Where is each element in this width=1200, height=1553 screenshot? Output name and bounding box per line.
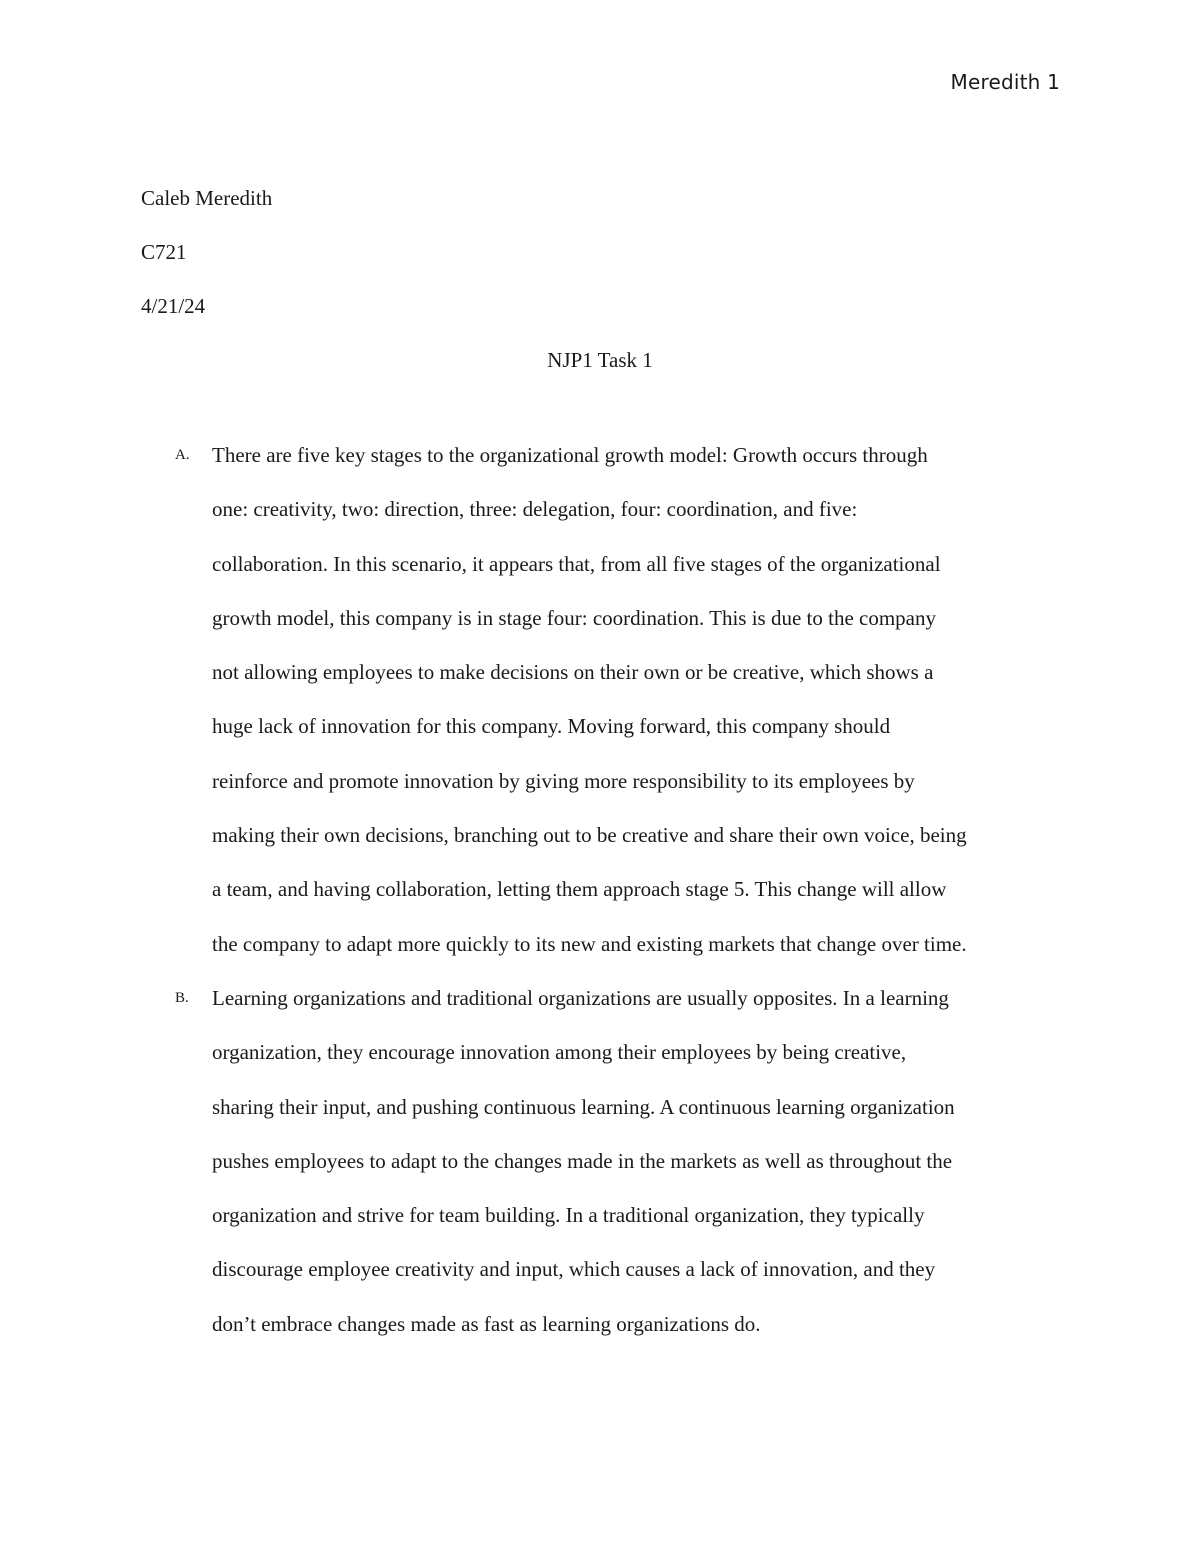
- paragraph-line: one: creativity, two: direction, three: delegation, four: coordination, and five:: [212, 497, 858, 522]
- course-code: C721: [141, 240, 187, 264]
- answer-item-b: [141, 971, 1061, 1351]
- page-header: Meredith 1: [950, 70, 1060, 94]
- paragraph-line: not allowing employees to make decisions on their own or be creative, which shows a: [212, 660, 934, 685]
- answer-item-a: [141, 428, 1061, 971]
- paragraph-line: collaboration. In this scenario, it appears that, from all five stages of the organizational: [212, 551, 941, 576]
- paragraph-line: making their own decisions, branching out to be creative and share their own voice, being: [212, 823, 967, 848]
- paragraph-line: the company to adapt more quickly to its new and existing markets that change over time.: [212, 931, 967, 956]
- paragraph-line: organization, they encourage innovation among their employees by being creative,: [212, 1040, 907, 1065]
- document-date: 4/21/24: [141, 294, 206, 318]
- list-marker: A.: [175, 447, 190, 463]
- paragraph-line: a team, and having collaboration, letting them approach stage 5. This change will allow: [212, 877, 947, 902]
- answer-list: [141, 428, 1061, 1351]
- document-title: NJP1 Task 1: [547, 348, 653, 372]
- paragraph-line: don’t embrace changes made as fast as learning organizations do.: [212, 1311, 761, 1336]
- list-marker: B.: [175, 989, 189, 1006]
- paragraph-line: Learning organizations and traditional organizations are usually opposites. In a learning: [212, 985, 949, 1010]
- paragraph-line: pushes employees to adapt to the changes made in the markets as well as throughout the: [212, 1148, 953, 1173]
- paragraph-line: growth model, this company is in stage four: coordination. This is due to the company: [212, 605, 936, 630]
- paragraph-line: huge lack of innovation for this company. Moving forward, this company should: [212, 714, 891, 739]
- paragraph-line: sharing their input, and pushing continuous learning. A continuous learning organization: [212, 1094, 955, 1119]
- paragraph-line: organization and strive for team building. In a traditional organization, they typically: [212, 1203, 925, 1228]
- paragraph-line: discourage employee creativity and input, which causes a lack of innovation, and they: [212, 1257, 936, 1282]
- paragraph-line: reinforce and promote innovation by giving more responsibility to its employees by: [212, 768, 915, 793]
- author-name: Caleb Meredith: [141, 186, 273, 210]
- paragraph-line: There are five key stages to the organizational growth model: Growth occurs through: [212, 443, 928, 467]
